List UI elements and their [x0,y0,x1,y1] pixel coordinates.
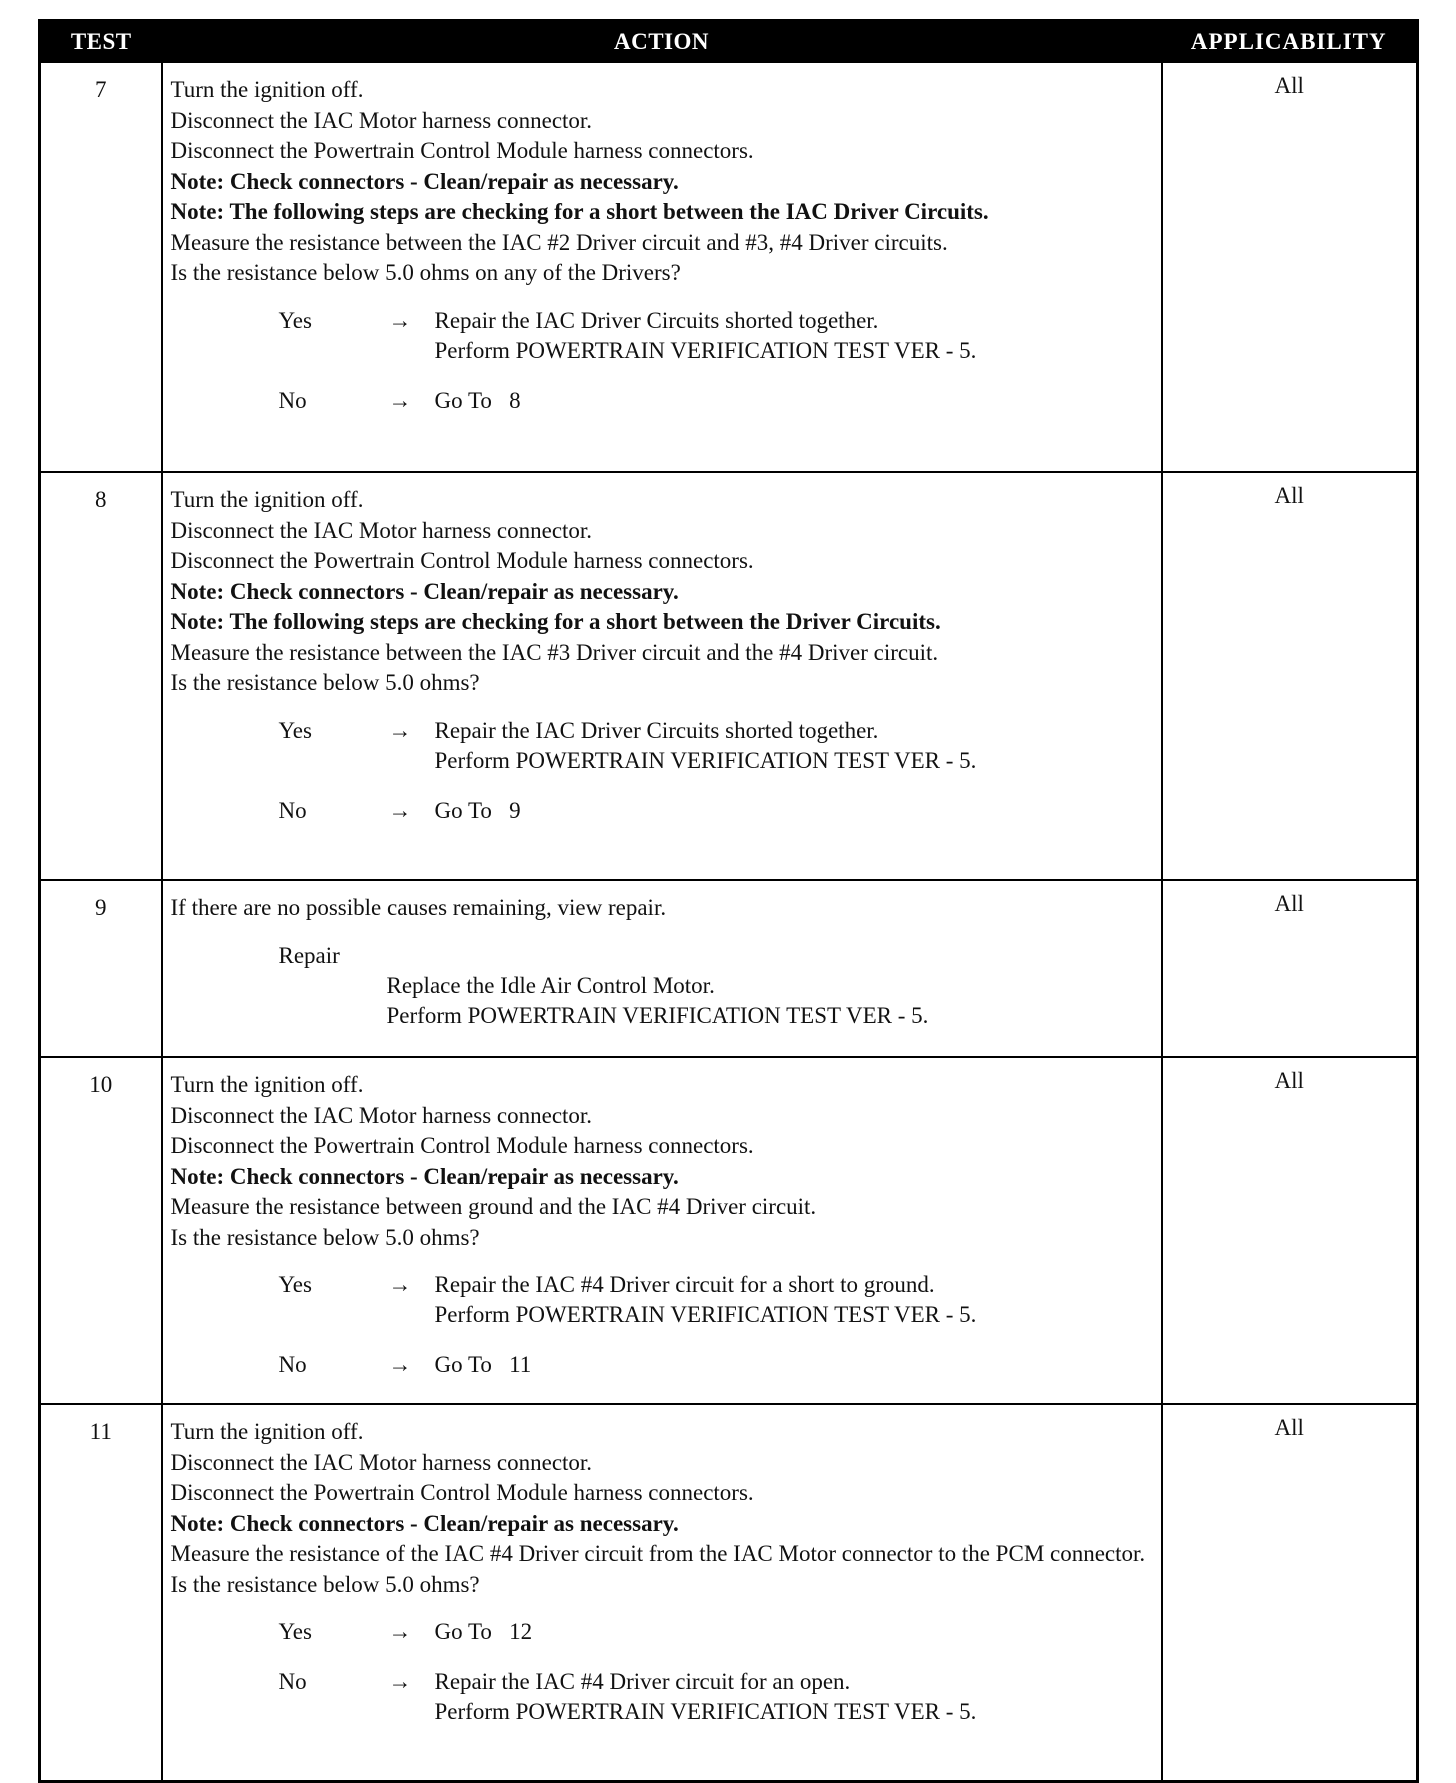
header-action: ACTION [162,21,1162,63]
outcome-line: Repair the IAC Driver Circuits shorted together. [434,717,879,743]
outcome-line: Perform POWERTRAIN VERIFICATION TEST VER - 5. [434,1302,977,1327]
branch-label: Yes [278,1619,312,1644]
test-number: 7 [40,62,162,472]
instruction-text: Turn the ignition off. [170,487,364,512]
note-text: Note: Check connectors - Clean/repair as necessary. [170,168,679,194]
instruction-text: Disconnect the Powertrain Control Module harness connectors. [170,548,754,573]
action-cell [162,472,1162,880]
instruction-text: Disconnect the Powertrain Control Module harness connectors. [170,1133,754,1158]
diagnostic-test-table [38,19,1419,1783]
table-row [40,1404,1418,1782]
action-cell [162,62,1162,472]
note-text: Note: The following steps are checking for a short between the IAC Driver Circuits. [170,199,989,224]
arrow-icon: → [388,797,412,823]
test-number: 9 [40,880,162,1057]
applicability-value: All [1162,62,1418,472]
instruction-text: Is the resistance below 5.0 ohms? [170,1571,480,1597]
instruction-text: Is the resistance below 5.0 ohms? [170,1224,480,1250]
instruction-text: If there are no possible causes remaining, view repair. [170,895,667,920]
instruction-text: Disconnect the Powertrain Control Module harness connectors. [170,138,754,163]
instruction-text: Measure the resistance between the IAC #3 Driver circuit and the #4 Driver circuit. [170,639,939,665]
note-text: Note: Check connectors - Clean/repair as necessary. [170,1163,679,1189]
branch-label: Yes [278,307,312,333]
applicability-value: All [1162,1404,1418,1782]
table-row [40,472,1418,880]
test-number: 8 [40,472,162,880]
table-row [40,880,1418,1057]
applicability-value: All [1162,880,1418,1057]
branch-outcome [435,386,1153,416]
instruction-text: Turn the ignition off. [170,77,364,102]
branch-no [171,386,1153,416]
outcome-line: Repair the IAC #4 Driver circuit for an open. [434,1669,851,1694]
outcome-line: Perform POWERTRAIN VERIFICATION TEST VER - 5. [434,337,977,363]
branch-label: Yes [278,1272,312,1297]
action-cell [162,1404,1162,1782]
header-test: TEST [40,21,162,63]
instruction-text: Turn the ignition off. [170,1419,364,1444]
instruction-text: Disconnect the IAC Motor harness connector. [170,1102,593,1128]
test-number: 10 [40,1057,162,1404]
outcome-line: Repair the IAC Driver Circuits shorted together. [434,307,879,333]
arrow-icon: → [388,1619,412,1644]
arrow-icon: → [388,1272,412,1297]
branch-yes [171,1617,1153,1647]
action-cell [162,880,1162,1057]
repair-block [171,941,1153,1031]
instruction-text: Disconnect the IAC Motor harness connector. [170,1449,593,1475]
branch-yes [171,1270,1153,1330]
instruction-text: Disconnect the Powertrain Control Module harness connectors. [170,1480,754,1505]
instruction-text: Measure the resistance of the IAC #4 Driver circuit from the IAC Motor connector to the PCM connector. [170,1541,1146,1566]
instruction-text: Turn the ignition off. [170,1072,364,1097]
arrow-icon: → [388,387,412,413]
branch-label: No [278,387,307,413]
instruction-text: Is the resistance below 5.0 ohms? [170,670,480,695]
branch-no [171,1667,1153,1727]
branch-no [171,1350,1153,1380]
outcome-line: Perform POWERTRAIN VERIFICATION TEST VER - 5. [434,747,977,773]
arrow-icon: → [388,1669,412,1694]
test-number: 11 [40,1404,162,1782]
instruction-text: Measure the resistance between ground and the IAC #4 Driver circuit. [170,1194,817,1219]
branch-outcome [435,1667,1153,1727]
outcome-line: Perform POWERTRAIN VERIFICATION TEST VER - 5. [434,1699,977,1724]
arrow-icon: → [388,1352,412,1377]
instruction-text: Disconnect the IAC Motor harness connector. [170,107,593,133]
instruction-text: Is the resistance below 5.0 ohms on any of the Drivers? [170,260,681,285]
diagnostic-test-table-page [38,19,1416,1783]
instruction-text: Disconnect the IAC Motor harness connector. [170,517,593,543]
branch-label: No [278,797,307,823]
repair-line: Replace the Idle Air Control Motor. [386,972,715,998]
header-applicability: APPLICABILITY [1162,21,1418,63]
note-text: Note: The following steps are checking for a short between the Driver Circuits. [170,609,941,634]
outcome-line: Go To 11 [434,1352,532,1377]
arrow-icon: → [388,307,412,333]
table-body [40,62,1418,1782]
applicability-value: All [1162,1057,1418,1404]
branch-outcome [435,1270,1153,1330]
arrow-icon: → [388,717,412,743]
branch-outcome [435,1350,1153,1380]
branch-no [171,796,1153,826]
table-header-row [40,21,1418,63]
instruction-text: Measure the resistance between the IAC #2 Driver circuit and #3, #4 Driver circuits. [170,229,948,255]
table-row [40,1057,1418,1404]
outcome-line: Go To 9 [434,797,521,823]
action-cell [162,1057,1162,1404]
branch-label: No [278,1352,307,1377]
branch-yes [171,306,1153,366]
branch-outcome [435,716,1153,776]
branch-yes [171,716,1153,776]
branch-outcome [435,306,1153,366]
branch-label: Yes [278,717,312,743]
outcome-line: Go To 12 [434,1619,533,1644]
outcome-line: Go To 8 [434,387,521,413]
branch-outcome [435,1617,1153,1647]
note-text: Note: Check connectors - Clean/repair as necessary. [170,1510,679,1536]
branch-outcome [435,796,1153,826]
applicability-value: All [1162,472,1418,880]
repair-label: Repair [278,942,340,968]
note-text: Note: Check connectors - Clean/repair as necessary. [170,578,679,604]
repair-line: Perform POWERTRAIN VERIFICATION TEST VER - 5. [386,1002,929,1028]
table-row [40,62,1418,472]
outcome-line: Repair the IAC #4 Driver circuit for a short to ground. [434,1272,935,1297]
branch-label: No [278,1669,307,1694]
